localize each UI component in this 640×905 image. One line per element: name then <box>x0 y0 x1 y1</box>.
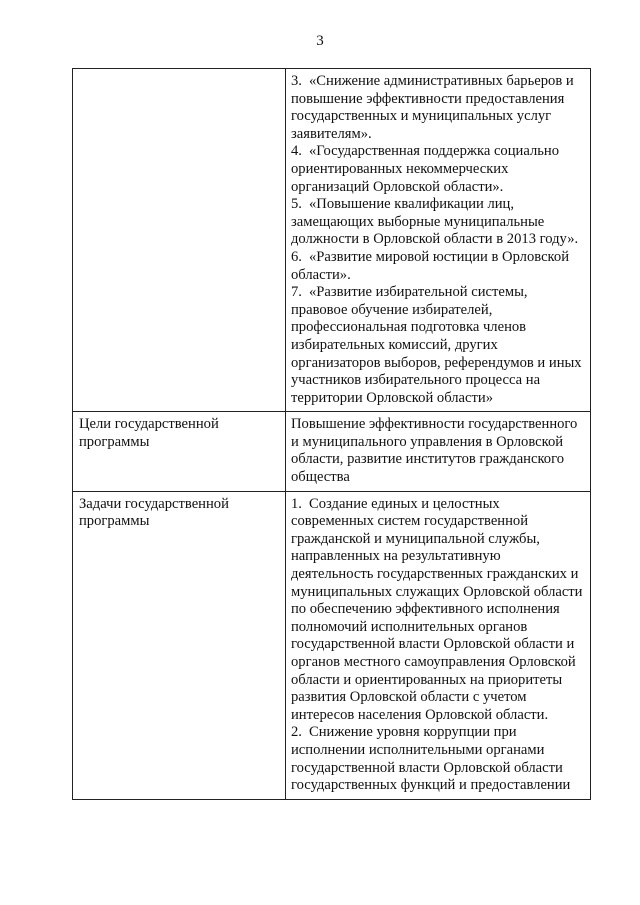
program-passport-table <box>72 68 591 800</box>
row-label <box>73 69 285 77</box>
goals-text: Повышение эффективности государственного и муниципального управления в Орловской области, развитие институтов гражданского общества <box>291 416 578 486</box>
table-row-tasks <box>73 491 591 799</box>
goals-cell <box>286 412 591 491</box>
row-label-cell <box>73 491 286 799</box>
list-item: 1. Создание единых и целостных современных систем государственной гражданской и муниципальной службы, направленных на результативную деятельность государственных гражданских и муниципальных служащих Орловской области по обеспечению эффективного исполнения полномочий исполнительных органов государственной власти Орловской области и органов местного самоуправления Орловской области и ориентированных на приоритеты развития Орловской области с учетом интересов населения Орловской области. <box>291 495 583 723</box>
subprograms-cell <box>286 69 591 412</box>
table-row-goals <box>73 412 591 491</box>
list-item: 2. Снижение уровня коррупции при исполнении исполнительными органами государственной власти Орловской области государственных функций и предоставлении <box>291 724 571 794</box>
table-row-subprograms <box>73 69 591 412</box>
list-item: 5. «Повышение квалификации лиц, замещающих выборные муниципальные должности в Орловской области в 2013 году». <box>291 196 579 248</box>
row-label-cell <box>73 69 286 412</box>
tasks-cell <box>286 491 591 799</box>
list-item: 6. «Развитие мировой юстиции в Орловской области». <box>291 248 570 283</box>
row-label-goals: Цели государственной программы <box>79 416 219 450</box>
row-label-cell <box>73 412 286 491</box>
page-number: 3 <box>316 33 324 49</box>
list-item: 3. «Снижение административных барьеров и повышение эффективности предоставления государственных и муниципальных услуг заявителям». <box>291 73 574 142</box>
list-item: 4. «Государственная поддержка социально ориентированных некоммерческих организаций Орловской области». <box>291 143 560 195</box>
row-label-tasks: Задачи государственной программы <box>79 495 229 530</box>
list-item: 7. «Развитие избирательной системы, правовое обучение избирателей, профессиональная подготовка членов избирательных комиссий, других организаторов выборов, референдумов и иных участников избирательного процесса на территории Орловской области» <box>291 284 582 406</box>
